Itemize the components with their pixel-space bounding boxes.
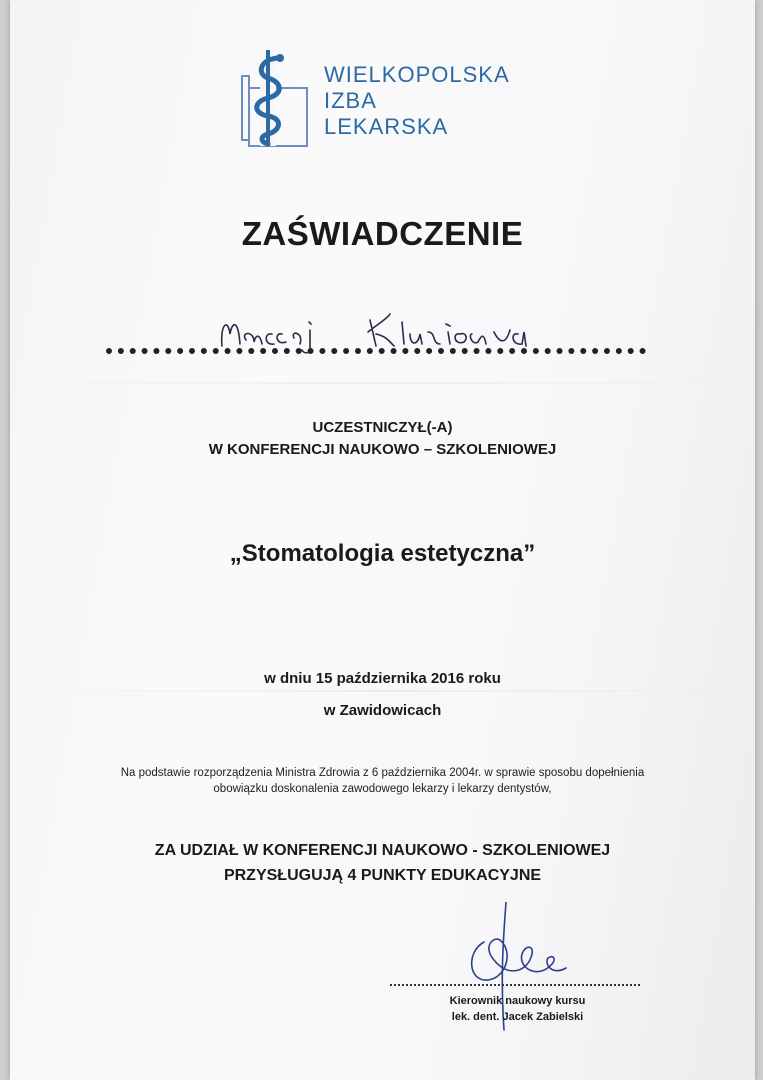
participation-line-1: UCZESTNICZYŁ(-A) [312, 419, 453, 436]
legal-basis [70, 765, 695, 797]
event-details [10, 663, 755, 727]
event-place: w Zawidowicach [323, 702, 442, 719]
participant-name-line [106, 340, 646, 354]
certificate-page [10, 0, 755, 1080]
conference-title: „Stomatologia estetyczna” [229, 540, 536, 567]
legal-line-1: Na podstawie rozporządzenia Ministra Zdrowia z 6 października 2004r. w sprawie sposobu dopełnienia [120, 767, 645, 779]
logo-line-3: LEKARSKA [324, 114, 449, 139]
signatory-role: Kierownik naukowy kursu [449, 995, 586, 1007]
signature-line [390, 984, 640, 986]
logo-line-1: WIELKOPOLSKA [324, 62, 510, 87]
participation-statement [10, 417, 755, 461]
document-title: ZAŚWIADCZENIE [241, 215, 524, 252]
logo-line-2: IZBA [324, 88, 377, 113]
caduceus-icon [238, 48, 318, 152]
participation-line-2: W KONFERENCJI NAUKOWO – SZKOLENIOWEJ [208, 441, 557, 458]
legal-line-2: obowiązku doskonalenia zawodowego lekarzy i lekarzy dentystów, [213, 783, 552, 795]
chamber-logo [238, 48, 538, 152]
points-line-1: ZA UDZIAŁ W KONFERENCJI NAUKOWO - SZKOLENIOWEJ [154, 842, 611, 859]
signatory-name: lek. dent. Jacek Zabielski [451, 1011, 584, 1023]
event-date: w dniu 15 października 2016 roku [264, 670, 501, 687]
signatory-block [430, 993, 605, 1025]
education-points [10, 838, 755, 888]
points-line-2: PRZYSŁUGUJĄ 4 PUNKTY EDUKACYJNE [223, 867, 542, 884]
logo-text [324, 62, 510, 140]
paper-crease [10, 382, 755, 384]
